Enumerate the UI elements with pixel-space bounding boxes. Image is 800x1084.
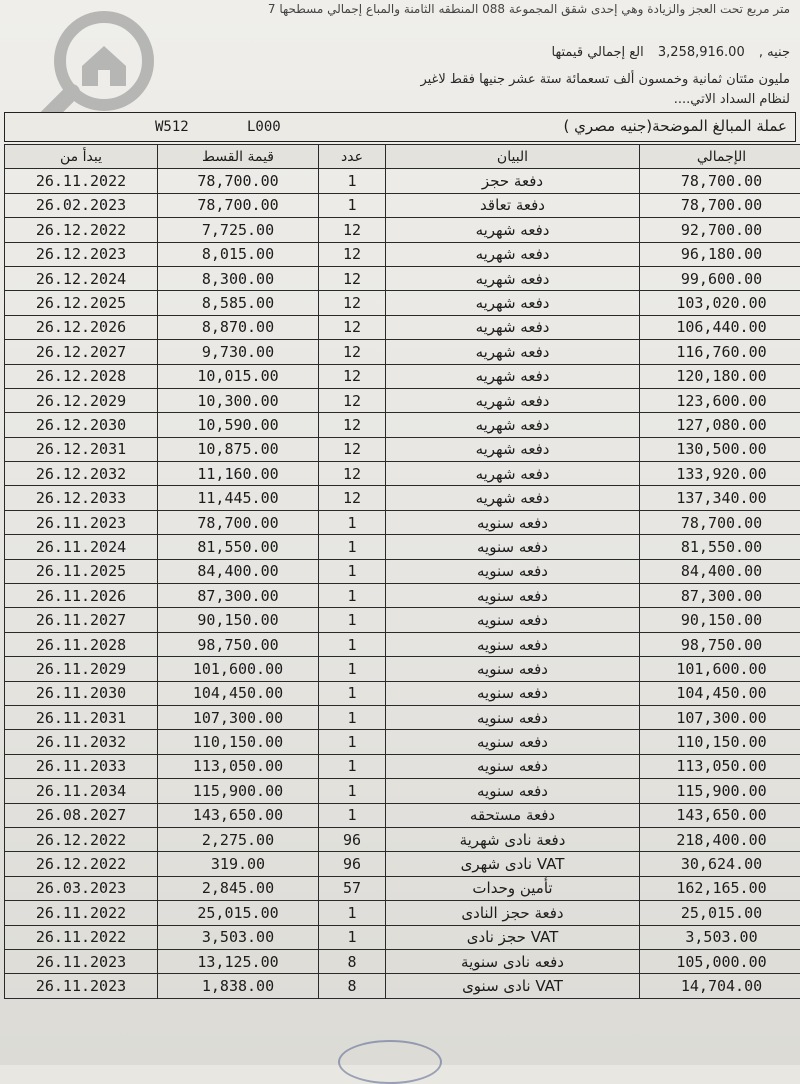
cell-description: دفعه سنويه xyxy=(386,510,640,534)
cell-count: 12 xyxy=(319,266,386,290)
col-start-date: يبدأ من xyxy=(5,145,158,169)
cell-installment: 104,450.00 xyxy=(158,681,319,705)
cell-date: 26.03.2023 xyxy=(5,876,158,900)
cell-count: 57 xyxy=(319,876,386,900)
cell-description: دفعه شهريه xyxy=(386,388,640,412)
cell-total: 101,600.00 xyxy=(640,657,800,681)
table-row xyxy=(5,486,800,510)
cell-total: 110,150.00 xyxy=(640,730,800,754)
cell-installment: 7,725.00 xyxy=(158,218,319,242)
cell-date: 26.12.2022 xyxy=(5,827,158,851)
cell-installment: 78,700.00 xyxy=(158,193,319,217)
cell-total: 25,015.00 xyxy=(640,901,800,925)
cell-description: دفعه سنويه xyxy=(386,657,640,681)
cell-total: 162,165.00 xyxy=(640,876,800,900)
table-row xyxy=(5,852,800,876)
cell-installment: 25,015.00 xyxy=(158,901,319,925)
cell-date: 26.12.2023 xyxy=(5,242,158,266)
cell-total: 103,020.00 xyxy=(640,291,800,315)
table-row xyxy=(5,169,800,193)
cell-description: دفعة حجز النادى xyxy=(386,901,640,925)
stamp xyxy=(338,1040,442,1084)
cell-description: دفعه شهريه xyxy=(386,340,640,364)
cell-date: 26.12.2024 xyxy=(5,266,158,290)
table-row xyxy=(5,876,800,900)
cell-date: 26.11.2030 xyxy=(5,681,158,705)
cell-total: 87,300.00 xyxy=(640,584,800,608)
cell-count: 1 xyxy=(319,779,386,803)
table-row xyxy=(5,827,800,851)
cell-installment: 11,445.00 xyxy=(158,486,319,510)
cell-installment: 78,700.00 xyxy=(158,169,319,193)
cell-description: دفعه شهريه xyxy=(386,218,640,242)
cell-date: 26.12.2027 xyxy=(5,340,158,364)
cell-installment: 8,300.00 xyxy=(158,266,319,290)
table-row xyxy=(5,266,800,290)
cell-installment: 81,550.00 xyxy=(158,535,319,559)
table-title-bar xyxy=(4,112,796,142)
cell-count: 1 xyxy=(319,559,386,583)
cell-count: 1 xyxy=(319,608,386,632)
cell-date: 26.12.2022 xyxy=(5,852,158,876)
cell-installment: 319.00 xyxy=(158,852,319,876)
cell-total: 218,400.00 xyxy=(640,827,800,851)
cell-description: VAT نادى سنوى xyxy=(386,974,640,998)
cell-total: 90,150.00 xyxy=(640,608,800,632)
cell-description: دفعه سنويه xyxy=(386,779,640,803)
cell-description: دفعة مستحقه xyxy=(386,803,640,827)
cell-date: 26.11.2024 xyxy=(5,535,158,559)
table-row xyxy=(5,632,800,656)
cell-description: دفعه سنويه xyxy=(386,730,640,754)
table-row xyxy=(5,657,800,681)
cell-installment: 10,015.00 xyxy=(158,364,319,388)
cell-installment: 11,160.00 xyxy=(158,462,319,486)
cell-description: دفعه شهريه xyxy=(386,242,640,266)
cell-count: 1 xyxy=(319,584,386,608)
cell-count: 1 xyxy=(319,632,386,656)
cell-description: تأمين وحدات xyxy=(386,876,640,900)
table-row xyxy=(5,779,800,803)
cell-total: 78,700.00 xyxy=(640,510,800,534)
cell-description: دفعه شهريه xyxy=(386,486,640,510)
cell-date: 26.12.2025 xyxy=(5,291,158,315)
cell-description: دفعه سنويه xyxy=(386,559,640,583)
cell-total: 81,550.00 xyxy=(640,535,800,559)
cell-description: دفعة حجز xyxy=(386,169,640,193)
cell-installment: 1,838.00 xyxy=(158,974,319,998)
cell-count: 1 xyxy=(319,705,386,729)
cell-count: 12 xyxy=(319,340,386,364)
cell-description: دفعة تعاقد xyxy=(386,193,640,217)
cell-total: 3,503.00 xyxy=(640,925,800,949)
cell-date: 26.12.2029 xyxy=(5,388,158,412)
cell-date: 26.12.2028 xyxy=(5,364,158,388)
payment-schedule-table xyxy=(4,144,800,999)
table-row xyxy=(5,705,800,729)
cell-description: دفعه نادى سنوية xyxy=(386,949,640,973)
table-row xyxy=(5,462,800,486)
cell-installment: 113,050.00 xyxy=(158,754,319,778)
cell-installment: 3,503.00 xyxy=(158,925,319,949)
currency-note: عملة المبالغ الموضحة(جنيه مصري ) xyxy=(563,117,787,135)
cell-total: 106,440.00 xyxy=(640,315,800,339)
cell-description: VAT نادى شهرى xyxy=(386,852,640,876)
cell-installment: 115,900.00 xyxy=(158,779,319,803)
cell-description: دفعه شهريه xyxy=(386,291,640,315)
table-row xyxy=(5,242,800,266)
unit-code-1: W512 xyxy=(155,119,189,135)
cell-date: 26.12.2026 xyxy=(5,315,158,339)
cell-date: 26.11.2023 xyxy=(5,949,158,973)
cell-installment: 10,300.00 xyxy=(158,388,319,412)
cell-installment: 9,730.00 xyxy=(158,340,319,364)
cell-total: 133,920.00 xyxy=(640,462,800,486)
cell-installment: 10,590.00 xyxy=(158,413,319,437)
cell-description: دفعه شهريه xyxy=(386,413,640,437)
cell-description: دفعه شهريه xyxy=(386,315,640,339)
table-row xyxy=(5,437,800,461)
table-row xyxy=(5,949,800,973)
cell-installment: 8,870.00 xyxy=(158,315,319,339)
cell-total: 116,760.00 xyxy=(640,340,800,364)
cell-count: 8 xyxy=(319,974,386,998)
cell-total: 127,080.00 xyxy=(640,413,800,437)
cell-installment: 84,400.00 xyxy=(158,559,319,583)
cell-count: 1 xyxy=(319,510,386,534)
col-total: الإجمالي xyxy=(640,145,800,169)
total-label: الع إجمالي قيمتها xyxy=(552,45,644,60)
cell-description: دفعه سنويه xyxy=(386,705,640,729)
cell-total: 120,180.00 xyxy=(640,364,800,388)
table-row xyxy=(5,193,800,217)
cell-count: 12 xyxy=(319,364,386,388)
cell-date: 26.11.2033 xyxy=(5,754,158,778)
cell-date: 26.11.2026 xyxy=(5,584,158,608)
header-line-total xyxy=(552,45,790,60)
cell-count: 8 xyxy=(319,949,386,973)
cell-installment: 143,650.00 xyxy=(158,803,319,827)
cell-date: 26.11.2034 xyxy=(5,779,158,803)
cell-description: دفعه شهريه xyxy=(386,462,640,486)
cell-date: 26.11.2025 xyxy=(5,559,158,583)
cell-count: 12 xyxy=(319,486,386,510)
cell-count: 1 xyxy=(319,730,386,754)
cell-count: 96 xyxy=(319,852,386,876)
cell-total: 78,700.00 xyxy=(640,169,800,193)
cell-total: 105,000.00 xyxy=(640,949,800,973)
cell-installment: 8,585.00 xyxy=(158,291,319,315)
cell-description: دفعه سنويه xyxy=(386,608,640,632)
cell-installment: 8,015.00 xyxy=(158,242,319,266)
cell-date: 26.11.2027 xyxy=(5,608,158,632)
cell-total: 113,050.00 xyxy=(640,754,800,778)
cell-date: 26.11.2022 xyxy=(5,169,158,193)
cell-count: 12 xyxy=(319,462,386,486)
table-row xyxy=(5,730,800,754)
cell-total: 92,700.00 xyxy=(640,218,800,242)
cell-count: 1 xyxy=(319,901,386,925)
cell-total: 115,900.00 xyxy=(640,779,800,803)
cell-date: 26.11.2023 xyxy=(5,510,158,534)
cell-count: 1 xyxy=(319,681,386,705)
table-row xyxy=(5,364,800,388)
cell-description: دفعه شهريه xyxy=(386,437,640,461)
cell-installment: 78,700.00 xyxy=(158,510,319,534)
cell-date: 26.12.2032 xyxy=(5,462,158,486)
total-amount: 3,258,916.00 xyxy=(658,45,745,60)
cell-date: 26.11.2023 xyxy=(5,974,158,998)
cell-date: 26.11.2022 xyxy=(5,901,158,925)
table-row xyxy=(5,901,800,925)
cell-description: دفعه سنويه xyxy=(386,632,640,656)
cell-total: 143,650.00 xyxy=(640,803,800,827)
cell-installment: 90,150.00 xyxy=(158,608,319,632)
cell-count: 96 xyxy=(319,827,386,851)
cell-count: 12 xyxy=(319,315,386,339)
cell-count: 1 xyxy=(319,803,386,827)
cell-date: 26.11.2032 xyxy=(5,730,158,754)
cell-description: دفعه سنويه xyxy=(386,754,640,778)
cell-installment: 98,750.00 xyxy=(158,632,319,656)
cell-installment: 110,150.00 xyxy=(158,730,319,754)
cell-count: 12 xyxy=(319,437,386,461)
table-row xyxy=(5,559,800,583)
table-row xyxy=(5,218,800,242)
cell-count: 12 xyxy=(319,388,386,412)
table-row xyxy=(5,315,800,339)
cell-count: 1 xyxy=(319,169,386,193)
cell-description: دفعة نادى شهرية xyxy=(386,827,640,851)
unit-code-2: L000 xyxy=(247,119,281,135)
cell-installment: 2,845.00 xyxy=(158,876,319,900)
table-header-row xyxy=(5,145,800,169)
cell-date: 26.11.2022 xyxy=(5,925,158,949)
cell-count: 1 xyxy=(319,193,386,217)
cell-total: 84,400.00 xyxy=(640,559,800,583)
cell-total: 96,180.00 xyxy=(640,242,800,266)
table-row xyxy=(5,535,800,559)
cell-description: دفعه شهريه xyxy=(386,364,640,388)
cell-date: 26.12.2033 xyxy=(5,486,158,510)
cell-installment: 87,300.00 xyxy=(158,584,319,608)
table-row xyxy=(5,681,800,705)
cell-date: 26.11.2028 xyxy=(5,632,158,656)
cell-total: 130,500.00 xyxy=(640,437,800,461)
cell-total: 78,700.00 xyxy=(640,193,800,217)
header-line-area: متر مربع تحت العجز والزيادة وهي إحدى شقق المجموعة 088 المنطقه الثامنة والمباع إجمالي مسطحها 7 xyxy=(268,2,790,16)
table-row xyxy=(5,974,800,998)
table-row xyxy=(5,413,800,437)
cell-count: 1 xyxy=(319,657,386,681)
cell-total: 98,750.00 xyxy=(640,632,800,656)
table-row xyxy=(5,803,800,827)
cell-total: 30,624.00 xyxy=(640,852,800,876)
col-installment: قيمة القسط xyxy=(158,145,319,169)
cell-description: VAT حجز نادى xyxy=(386,925,640,949)
house-search-icon xyxy=(24,6,174,126)
table-row xyxy=(5,388,800,412)
cell-installment: 2,275.00 xyxy=(158,827,319,851)
cell-installment: 13,125.00 xyxy=(158,949,319,973)
cell-description: دفعه سنويه xyxy=(386,535,640,559)
cell-installment: 101,600.00 xyxy=(158,657,319,681)
cell-date: 26.02.2023 xyxy=(5,193,158,217)
table-body xyxy=(5,169,800,998)
cell-installment: 10,875.00 xyxy=(158,437,319,461)
cell-count: 12 xyxy=(319,291,386,315)
cell-count: 12 xyxy=(319,218,386,242)
cell-date: 26.12.2022 xyxy=(5,218,158,242)
table-row xyxy=(5,340,800,364)
cell-date: 26.11.2029 xyxy=(5,657,158,681)
table-row xyxy=(5,925,800,949)
table-row xyxy=(5,584,800,608)
cell-installment: 107,300.00 xyxy=(158,705,319,729)
cell-description: دفعه سنويه xyxy=(386,681,640,705)
cell-total: 137,340.00 xyxy=(640,486,800,510)
cell-total: 99,600.00 xyxy=(640,266,800,290)
cell-date: 26.11.2031 xyxy=(5,705,158,729)
cell-count: 1 xyxy=(319,754,386,778)
cell-total: 123,600.00 xyxy=(640,388,800,412)
cell-count: 12 xyxy=(319,242,386,266)
table-row xyxy=(5,754,800,778)
col-description: البيان xyxy=(386,145,640,169)
cell-description: دفعه سنويه xyxy=(386,584,640,608)
cell-total: 104,450.00 xyxy=(640,681,800,705)
cell-date: 26.12.2031 xyxy=(5,437,158,461)
cell-date: 26.08.2027 xyxy=(5,803,158,827)
header-line-system: لنظام السداد الاتي.... xyxy=(674,92,790,107)
table-row xyxy=(5,608,800,632)
cell-date: 26.12.2030 xyxy=(5,413,158,437)
cell-count: 1 xyxy=(319,535,386,559)
cell-description: دفعه شهريه xyxy=(386,266,640,290)
header-line-words: مليون مئتان ثمانية وخمسون ألف تسعمائة ستة عشر جنيها فقط لاغير xyxy=(420,72,790,87)
table-row xyxy=(5,510,800,534)
cell-count: 12 xyxy=(319,413,386,437)
total-unit: جنيه , xyxy=(759,45,790,60)
cell-total: 14,704.00 xyxy=(640,974,800,998)
cell-count: 1 xyxy=(319,925,386,949)
table-row xyxy=(5,291,800,315)
cell-total: 107,300.00 xyxy=(640,705,800,729)
col-count: عدد xyxy=(319,145,386,169)
